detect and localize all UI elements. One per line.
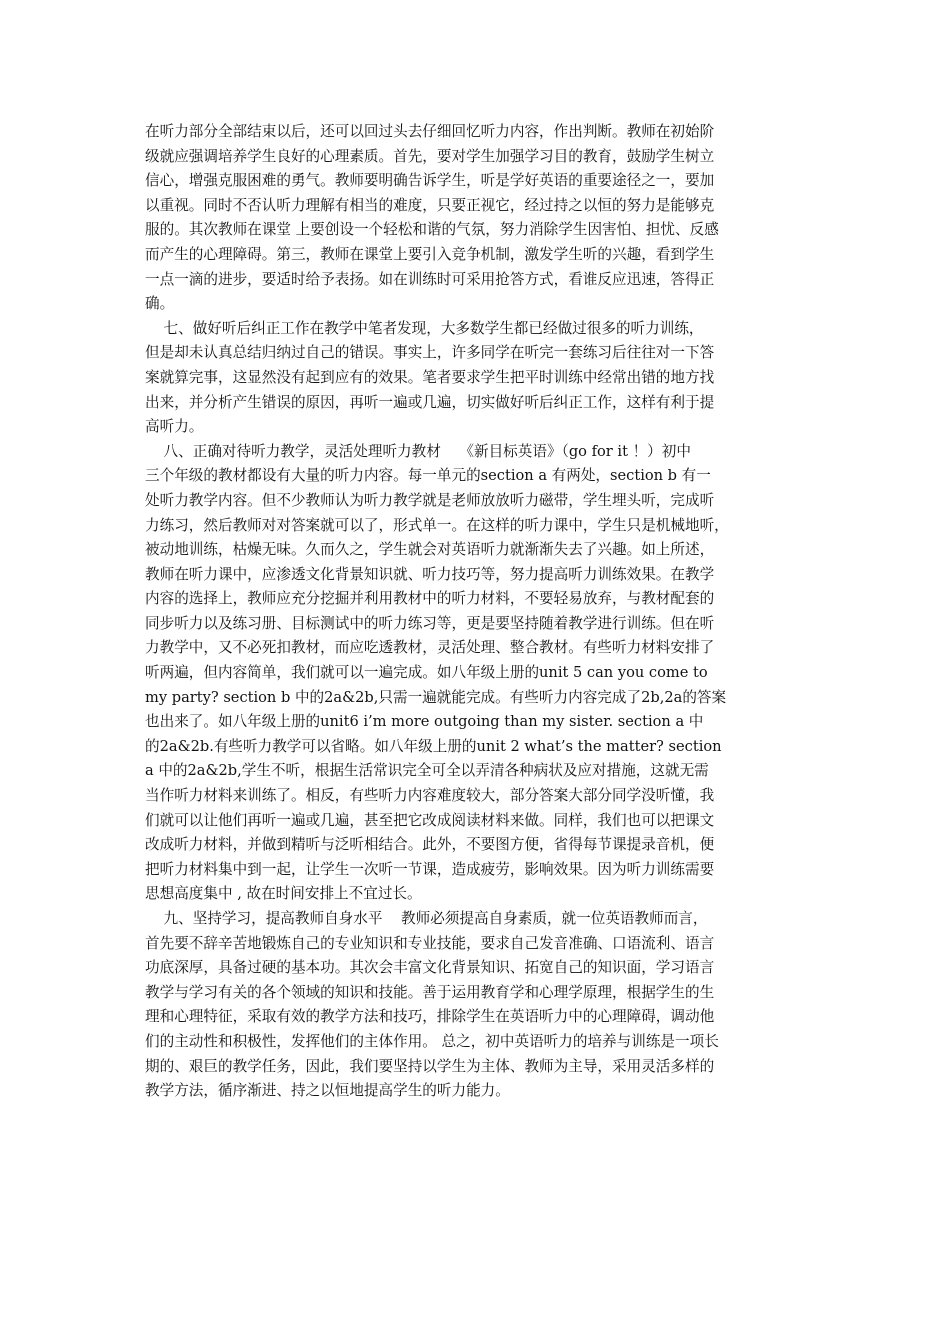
text-line: 案就算完事，这显然没有起到应有的效果。笔者要求学生把平时训练中经常出错的地方找 [145, 368, 715, 386]
text-line: 内容的选择上，教师应充分挖掘并利用教材中的听力材料，不要轻易放弃，与教材配套的 [145, 590, 715, 608]
section-heading-line: 七、做好听后纠正工作在教学中笔者发现，大多数学生都已经做过很多的听力训练， [145, 319, 704, 337]
section-heading-line: 九、坚持学习，提高教师自身水平 教师必须提高自身素质，就一位英语教师而言， [145, 910, 708, 927]
text-line: 理和心理特征，采取有效的教学方法和技巧，排除学生在英语听力中的心理障碍，调动他 [145, 1008, 715, 1026]
text-line: 三个年级的教材都设有大量的听力内容。每一单元的section a 有两处，section b 有一 [145, 467, 711, 485]
text-line: 改成听力材料，并做到精听与泛听相结合。此外，不要图方便，省得每节课提录音机，便 [145, 836, 715, 854]
text-line: 在听力部分全部结束以后，还可以回过头去仔细回忆听力内容，作出判断。教师在初始阶 [145, 123, 715, 140]
text-line: 而产生的心理障碍。第三，教师在课堂上要引入竞争机制，激发学生听的兴趣，看到学生 [145, 245, 715, 263]
text-line: 一点一滴的进步，要适时给予表扬。如在训练时可采用抢答方式，看谁反应迅速，答得正 [145, 270, 715, 288]
text-line: 教学与学习有关的各个领域的知识和技能。善于运用教育学和心理学原理，根据学生的生 [145, 983, 715, 1001]
text-line: 确。 [145, 295, 175, 313]
text-line: 出来，并分析产生错误的原因，再听一遍或几遍，切实做好听后纠正工作，这样有利于提 [145, 393, 715, 411]
text-line: 首先要不辞辛苦地锻炼自己的专业知识和专业技能，要求自己发音准确、口语流利、语言 [145, 934, 715, 952]
text-line: 也出来了。如八年级上册的unit6 i’m more outgoing than my sister. section a 中 [145, 713, 704, 731]
text-line: 高听力。 [145, 418, 204, 436]
text-line: 力练习，然后教师对对答案就可以了，形式单一。在这样的听力课中，学生只是机械地听， [145, 516, 729, 534]
text-line: 以重视。同时不否认听力理解有相当的难度，只要正视它，经过持之以恒的努力是能够克 [145, 196, 715, 214]
text-line: 力教学中，又不必死扣教材，而应吃透教材，灵活处理、整合教材。有些听力材料安排了 [145, 639, 715, 657]
document-body [145, 120, 817, 1104]
text-line: 把听力材料集中到一起，让学生一次听一节课，造成疲劳，影响效果。因为听力训练需要 [145, 860, 715, 878]
section-heading-line: 八、正确对待听力教学，灵活处理听力教材 《新目标英语》（go for it ！）初中 [145, 442, 691, 460]
text-line: 思想高度集中 , 故在时间安排上不宜过长。 [145, 885, 422, 903]
text-line: 信心，增强克服困难的勇气。教师要明确告诉学生，听是学好英语的重要途径之一，要加 [145, 172, 715, 190]
text-line: 功底深厚，具备过硬的基本功。其次会丰富文化背景知识、拓宽自己的知识面，学习语言 [145, 959, 715, 977]
text-line: 级就应强调培养学生良好的心理素质。首先，要对学生加强学习目的教育，鼓励学生树立 [145, 147, 715, 165]
text-line: my party? section b 中的2a&2b,只需一遍就能完成。有些听力内容完成了2b,2a的答案 [145, 688, 727, 706]
text-line: 服的。其次教师在课堂 上要创设一个轻松和谐的气氛，努力消除学生因害怕、担忧、反感 [145, 221, 719, 239]
text-line: 但是却未认真总结归纳过自己的错误。事实上，许多同学在听完一套练习后往往对一下答 [145, 344, 715, 362]
text-line: 们就可以让他们再听一遍或几遍，甚至把它改成阅读材料来做。同样，我们也可以把课文 [145, 811, 715, 829]
text-line: 处听力教学内容。但不少教师认为听力教学就是老师放放听力磁带，学生埋头听，完成听 [145, 491, 715, 509]
text-line: 教师在听力课中，应渗透文化背景知识就、听力技巧等，努力提高听力训练效果。在教学 [145, 565, 715, 583]
text-line: 们的主动性和积极性，发挥他们的主体作用。 总之，初中英语听力的培养与训练是一项长 [145, 1032, 719, 1050]
text-line: 当作听力材料来训练了。相反，有些听力内容难度较大，部分答案大部分同学没听懂，我 [145, 787, 715, 805]
text-line: 同步听力以及练习册、目标测试中的听力练习等，更是要坚持随着教学进行训练。但在听 [145, 614, 715, 632]
text-line: 听两遍，但内容简单，我们就可以一遍完成。如八年级上册的unit 5 can you come to [145, 664, 708, 682]
text-line: 的2a&2b.有些听力教学可以省略。如八年级上册的unit 2 what’s the matter? section [145, 737, 722, 755]
text-line: 被动地训练，枯燥无味。久而久之，学生就会对英语听力就渐渐失去了兴趣。如上所述， [145, 541, 715, 559]
text-line: 教学方法，循序渐进、持之以恒地提高学生的听力能力。 [145, 1082, 510, 1100]
text-line: a 中的2a&2b,学生不听，根据生活常识完全可全以弄清各种病状及应对措施，这就无需 [145, 762, 709, 780]
text-line: 期的、艰巨的教学任务，因此，我们要坚持以学生为主体、教师为主导，采用灵活多样的 [145, 1057, 715, 1075]
